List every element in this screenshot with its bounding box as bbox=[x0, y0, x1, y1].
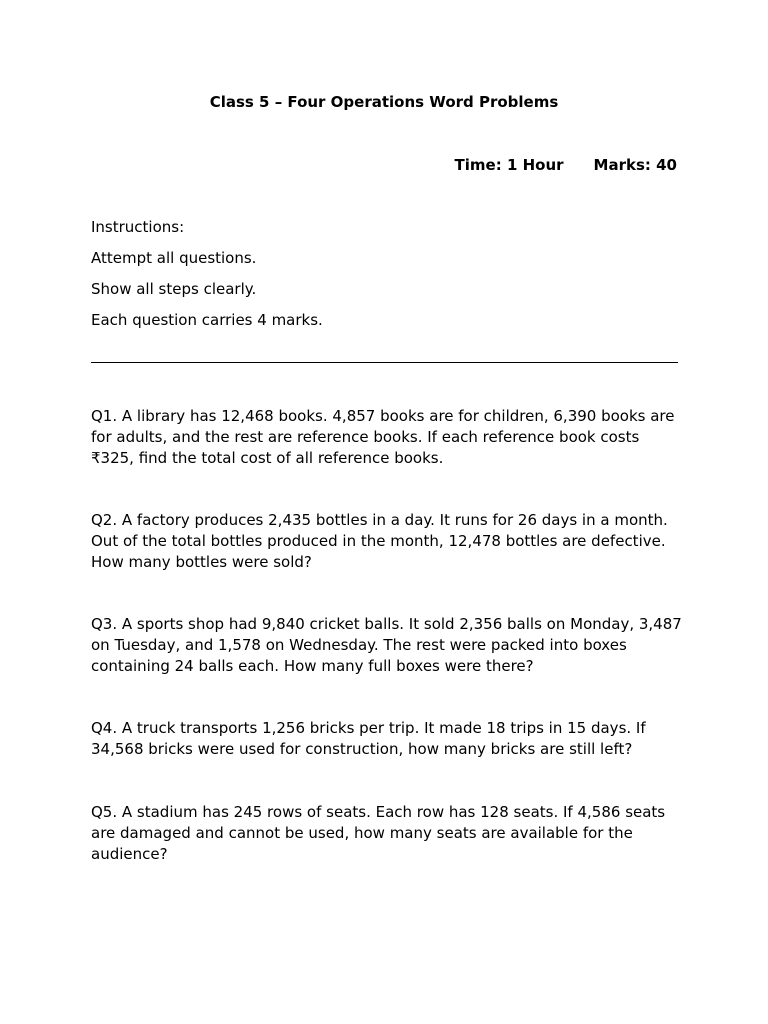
divider bbox=[91, 362, 678, 363]
instruction-item: Each question carries 4 marks. bbox=[91, 311, 323, 329]
question-5: Q5. A stadium has 245 rows of seats. Each row has 128 seats. If 4,586 seats are damaged and cannot be used, how many seats are available for the audience? bbox=[91, 803, 666, 863]
question-2: Q2. A factory produces 2,435 bottles in a day. It runs for 26 days in a month. Out of the total bottles produced in the month, 12,478 bottles are defective. How many bottles were sold? bbox=[91, 511, 668, 571]
question-3: Q3. A sports shop had 9,840 cricket balls. It sold 2,356 balls on Monday, 3,487 on Tuesday, and 1,578 on Wednesday. The rest were packed into boxes containing 24 balls each. How many full boxes were there? bbox=[91, 615, 682, 675]
question-1: Q1. A library has 12,468 books. 4,857 books are for children, 6,390 books are for adults, and the rest are reference books. If each reference book costs ₹325, find the total cost of all reference books. bbox=[91, 407, 675, 467]
exam-meta bbox=[455, 155, 677, 175]
instruction-item: Show all steps clearly. bbox=[91, 280, 257, 298]
instructions-section bbox=[91, 217, 691, 341]
question-4: Q4. A truck transports 1,256 bricks per trip. It made 18 trips in 15 days. If 34,568 bricks were used for construction, how many bricks are still left? bbox=[91, 719, 646, 758]
instruction-item: Attempt all questions. bbox=[91, 249, 257, 267]
page-title: Class 5 – Four Operations Word Problems bbox=[209, 93, 559, 111]
instructions-heading: Instructions: bbox=[91, 218, 185, 236]
time-label: Time: 1 Hour bbox=[454, 156, 564, 174]
marks-label: Marks: 40 bbox=[593, 156, 677, 174]
